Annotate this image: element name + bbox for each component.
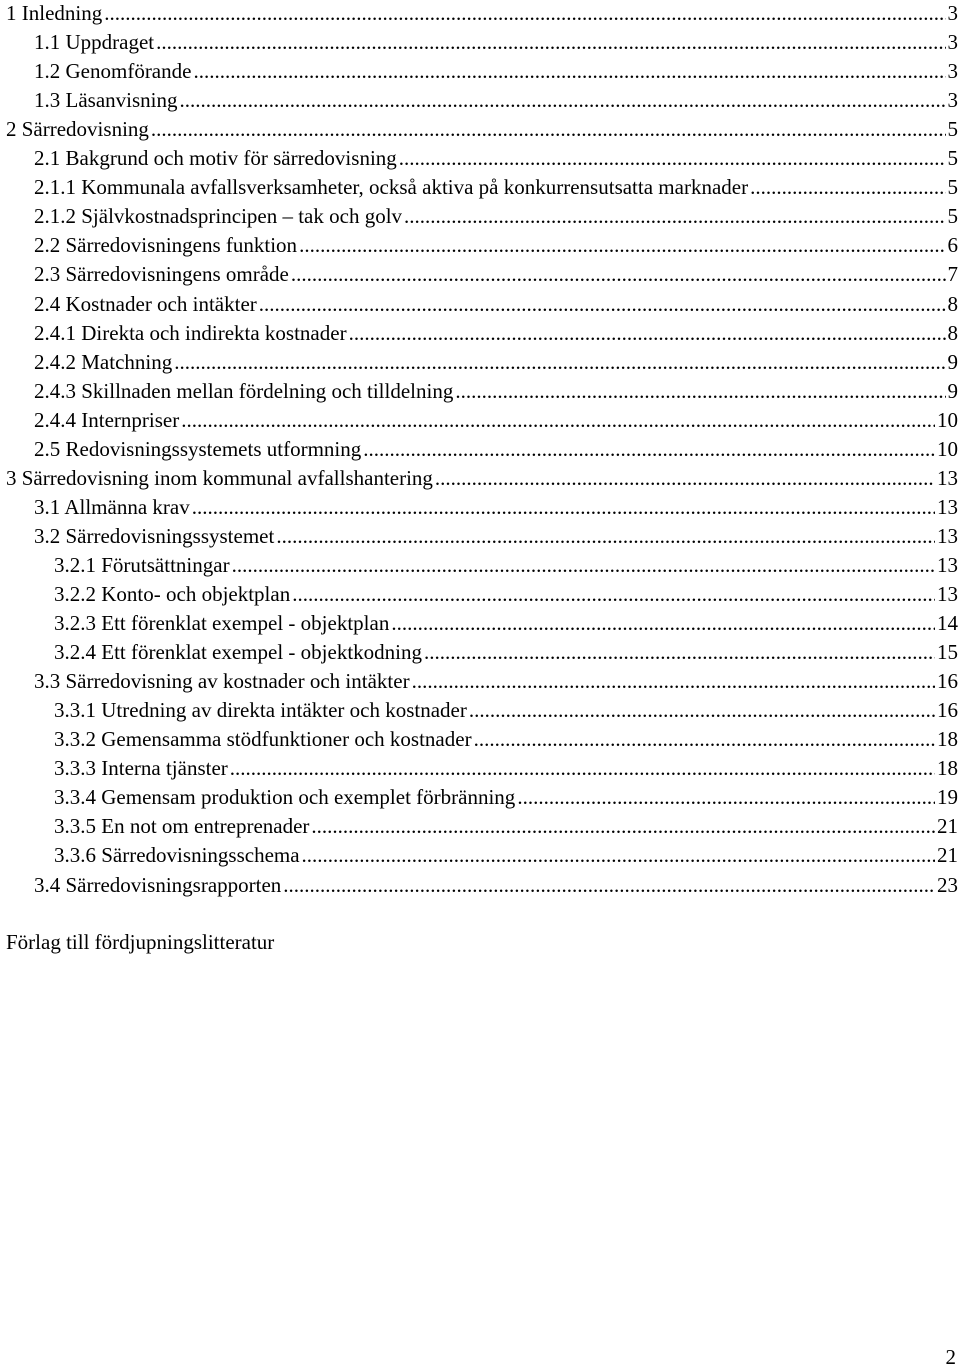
toc-entry[interactable]	[34, 348, 958, 377]
toc-leader-dots	[283, 871, 935, 900]
toc-leader-dots	[311, 812, 935, 841]
toc-leader-dots	[349, 319, 946, 348]
toc-entry-page: 8	[947, 320, 958, 345]
toc-entry[interactable]	[34, 871, 958, 900]
toc-entry-page: 13	[937, 582, 958, 606]
toc-entry-page: 13	[937, 465, 958, 490]
toc-leader-dots	[156, 28, 945, 57]
toc-entry-page: 5	[947, 117, 958, 142]
toc-entry[interactable]	[34, 319, 958, 348]
toc-entry-page: 13	[937, 494, 958, 519]
toc-leader-dots	[455, 377, 945, 406]
toc-leader-dots	[193, 57, 945, 86]
toc-entry[interactable]	[34, 231, 958, 260]
toc-entry-label: 2.2 Särredovisningens funktion	[34, 233, 298, 258]
toc-entry-page: 18	[937, 756, 958, 781]
toc-entry-page: 6	[947, 233, 958, 258]
toc-entry[interactable]	[34, 522, 958, 551]
toc-entry[interactable]	[34, 406, 958, 435]
toc-leader-dots	[151, 115, 946, 144]
toc-entry-label: 3.3.6 Särredovisningsschema	[54, 843, 300, 868]
toc-entry[interactable]	[34, 667, 958, 696]
toc-leader-dots	[276, 522, 935, 551]
toc-entry[interactable]	[54, 696, 958, 725]
toc-entry-label: 2 Särredovisning	[6, 117, 149, 142]
toc-entry[interactable]	[34, 86, 958, 115]
toc-entry[interactable]	[34, 28, 958, 57]
toc-entry-label: 2.4.2 Matchning	[34, 349, 173, 374]
toc-entry-page: 21	[937, 843, 958, 868]
toc-entry-page: 16	[937, 669, 958, 694]
toc-leader-dots	[232, 551, 935, 580]
toc-leader-dots	[424, 638, 935, 667]
toc-entry-page: 13	[937, 552, 958, 577]
toc-entry[interactable]	[54, 754, 958, 783]
toc-entry-label: 1.3 Läsanvisning	[34, 88, 178, 113]
toc-entry-label: 2.4 Kostnader och intäkter	[34, 291, 257, 316]
toc-entry[interactable]	[34, 377, 958, 406]
toc-leader-dots	[363, 435, 935, 464]
toc-entry-page: 3	[947, 1, 958, 25]
toc-entry-label: 1.1 Uppdraget	[34, 30, 155, 55]
toc-leader-dots	[291, 260, 946, 289]
toc-entry-label: 3.3 Särredovisning av kostnader och intäkter	[34, 669, 410, 694]
toc-entry[interactable]	[34, 57, 958, 86]
toc-leader-dots	[179, 86, 945, 115]
toc-entry-page: 14	[937, 611, 958, 636]
toc-entry[interactable]	[54, 638, 958, 667]
toc-entry[interactable]	[6, 464, 958, 493]
toc-entry-page: 7	[947, 262, 958, 287]
toc-entry[interactable]	[6, 115, 958, 144]
toc-entry[interactable]	[54, 725, 958, 754]
toc-entry-label: 3 Särredovisning inom kommunal avfallshantering	[6, 465, 433, 490]
toc-entry-label: 2.1.2 Självkostnadsprincipen – tak och golv	[34, 204, 403, 229]
toc-entry-label: 1 Inledning	[6, 1, 103, 25]
toc-entry-label: 3.3.5 En not om entreprenader	[54, 814, 310, 839]
toc-entry[interactable]	[54, 812, 958, 841]
toc-entry[interactable]	[54, 609, 958, 638]
toc-entry-page: 9	[947, 349, 958, 374]
toc-leader-dots	[404, 202, 945, 231]
toc-entry[interactable]	[34, 173, 958, 202]
toc-entry-page: 3	[947, 30, 958, 55]
toc-leader-dots	[469, 696, 935, 725]
toc-leader-dots	[474, 725, 935, 754]
toc-entry[interactable]	[54, 841, 958, 870]
toc-entry[interactable]	[34, 202, 958, 231]
toc-entry-page: 3	[947, 88, 958, 113]
toc-leader-dots	[412, 667, 935, 696]
toc-entry-page: 5	[947, 204, 958, 229]
toc-entry[interactable]	[34, 260, 958, 289]
toc-entry-page: 10	[937, 407, 958, 432]
toc-leader-dots	[181, 406, 935, 435]
toc-leader-dots	[435, 464, 935, 493]
toc-entry-label: 2.1.1 Kommunala avfallsverksamheter, också aktiva på konkurrensutsatta marknader	[34, 175, 749, 200]
toc-entry[interactable]	[6, 0, 958, 28]
toc-entry-label: 1.2 Genomförande	[34, 59, 192, 84]
toc-entry-page: 23	[937, 872, 958, 897]
toc-leader-dots	[399, 144, 946, 173]
toc-entry-page: 15	[937, 640, 958, 665]
toc-leader-dots	[517, 783, 935, 812]
toc-leader-dots	[292, 580, 935, 609]
toc-entry-label: 3.1 Allmänna krav	[34, 494, 190, 519]
toc-entry-page: 18	[937, 727, 958, 752]
toc-entry-label: 3.2.3 Ett förenklat exempel - objektplan	[54, 611, 390, 636]
toc-entry-label: 2.1 Bakgrund och motiv för särredovisning	[34, 146, 397, 171]
toc-entry-label: 2.4.1 Direkta och indirekta kostnader	[34, 320, 347, 345]
toc-entry-page: 16	[937, 698, 958, 723]
toc-entry-label: 3.3.2 Gemensamma stödfunktioner och kostnader	[54, 727, 472, 752]
toc-leader-dots	[302, 841, 935, 870]
toc-entry-page: 5	[947, 175, 958, 200]
toc-entry-page: 21	[937, 814, 958, 839]
toc-leader-dots	[259, 290, 946, 319]
toc-entry[interactable]	[54, 580, 958, 609]
toc-entry[interactable]	[34, 493, 958, 522]
toc-entry[interactable]	[34, 144, 958, 173]
toc-entry-label: 3.2.4 Ett förenklat exempel - objektkodning	[54, 640, 422, 665]
toc-entry[interactable]	[54, 551, 958, 580]
toc-entry[interactable]	[34, 435, 958, 464]
further-reading-heading: Förlag till fördjupningslitteratur	[6, 930, 275, 954]
toc-entry-page: 19	[937, 785, 958, 810]
toc-entry-label: 3.2.1 Förutsättningar	[54, 552, 230, 577]
toc-entry-label: 3.3.1 Utredning av direkta intäkter och kostnader	[54, 698, 467, 723]
toc-entry-page: 9	[947, 378, 958, 403]
toc-leader-dots	[192, 493, 935, 522]
page-number: 2	[945, 1345, 956, 1369]
toc-entry-label: 3.2.2 Konto- och objektplan	[54, 582, 291, 606]
toc-entry-label: 3.4 Särredovisningsrapporten	[34, 872, 282, 897]
toc-leader-dots	[299, 231, 945, 260]
toc-leader-dots	[174, 348, 945, 377]
toc-entry-page: 10	[937, 436, 958, 461]
toc-entry-page: 8	[947, 291, 958, 316]
toc-entry-label: 3.2 Särredovisningssystemet	[34, 523, 275, 548]
toc-entry[interactable]	[34, 290, 958, 319]
toc-entry-label: 2.4.4 Internpriser	[34, 407, 180, 432]
toc-leader-dots	[104, 0, 945, 28]
toc-entry-label: 2.4.3 Skillnaden mellan fördelning och tilldelning	[34, 378, 454, 403]
toc-entry-page: 3	[947, 59, 958, 84]
toc-leader-dots	[750, 173, 945, 202]
toc-entry-label: 3.3.3 Interna tjänster	[54, 756, 228, 781]
toc-entry-label: 2.3 Särredovisningens område	[34, 262, 289, 287]
toc-leader-dots	[391, 609, 935, 638]
toc-entry-page: 13	[937, 523, 958, 548]
toc-leader-dots	[230, 754, 935, 783]
toc-entry-page: 5	[947, 146, 958, 171]
toc-entry-label: 2.5 Redovisningssystemets utformning	[34, 436, 362, 461]
toc-entry[interactable]	[54, 783, 958, 812]
toc-entry-label: 3.3.4 Gemensam produktion och exemplet förbränning	[54, 785, 516, 810]
